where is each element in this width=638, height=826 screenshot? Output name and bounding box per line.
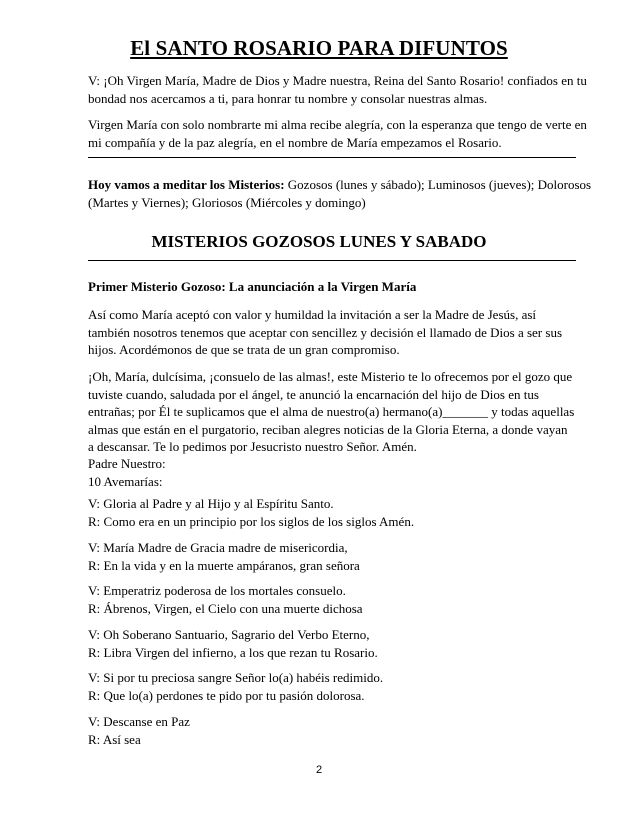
- divider-line: [88, 260, 576, 261]
- text-line: también nosotros tenemos que aceptar con sencillez y decisión el llamado de Dios a ser sus: [88, 324, 562, 340]
- schedule-line: [88, 176, 592, 194]
- mystery-heading: [88, 278, 580, 296]
- text-line: tuviste cuando, saludada por el ángel, te anunció la encarnación del hijo de Dios en tus: [88, 386, 539, 402]
- versicle: V: Si por tu preciosa sangre Señor lo(a) habéis redimido.: [88, 670, 384, 685]
- prayer-list: [88, 455, 580, 490]
- text-line: a descansar. Te lo pedimos por Jesucristo nuestro Señor. Amén.: [88, 439, 417, 454]
- text-line: hijos. Acordémonos de que se trata de un gran compromiso.: [88, 342, 400, 357]
- text-line: (Martes y Viernes); Gloriosos (Miércoles y domingo): [88, 194, 366, 210]
- response: R: Libra Virgen del infierno, a los que rezan tu Rosario.: [88, 644, 378, 660]
- versicle: V: Descanse en Paz: [88, 714, 190, 729]
- response-pair: [88, 582, 580, 617]
- mystery-reflection: [88, 306, 580, 359]
- text-line: ¡Oh, María, dulcísima, ¡consuelo de las almas!, este Misterio te lo ofrecemos por el gozo que: [88, 369, 573, 384]
- response: R: Como era en un principio por los siglos de los siglos Amén.: [88, 513, 415, 529]
- text-line: mi compañía y de la paz alegría, en el nombre de María empezamos el Rosario.: [88, 134, 502, 150]
- schedule-text: Gozosos (lunes y sábado); Luminosos (jueves); Dolorosos: [284, 177, 592, 192]
- versicle: V: María Madre de Gracia madre de misericordia,: [88, 540, 348, 555]
- response-pair: [88, 495, 580, 530]
- response: R: Ábrenos, Virgen, el Cielo con una muerte dichosa: [88, 600, 363, 616]
- text-line: almas que están en el purgatorio, reciban alegres noticias de la Gloria Eterna, a donde vayan: [88, 421, 568, 437]
- response-pair: [88, 713, 580, 748]
- text-line: Así como María aceptó con valor y humildad la invitación a ser la Madre de Jesús, así: [88, 307, 537, 322]
- response: R: Que lo(a) perdones te pido por tu pasión dolorosa.: [88, 687, 365, 703]
- opening-paragraph: [88, 116, 587, 151]
- mystery-title: Primer Misterio Gozoso: La anunciación a la Virgen María: [88, 279, 417, 294]
- response: R: Así sea: [88, 731, 141, 747]
- text-line: bondad nos acercamos a ti, para honrar tu nombre y consolar nuestras almas.: [88, 90, 488, 106]
- invocation-paragraph: [88, 72, 587, 107]
- page-number: 2: [315, 764, 323, 776]
- text-line: Virgen María con solo nombrarte mi alma recibe alegría, con la esperanza que tengo de verte en: [88, 117, 587, 132]
- response-pair: [88, 669, 580, 704]
- text-line: V: ¡Oh Virgen María, Madre de Dios y Madre nuestra, Reina del Santo Rosario! confiados en tu: [88, 73, 587, 88]
- response: R: En la vida y en la muerte ampáranos, gran señora: [88, 557, 360, 573]
- prayer-item: 10 Avemarías:: [88, 473, 163, 489]
- versicle: V: Emperatriz poderosa de los mortales consuelo.: [88, 583, 346, 598]
- text-line: entrañas; por Él te suplicamos que el alma de nuestro(a) hermano(a)_______ y todas aquellas: [88, 404, 575, 419]
- response-pair: [88, 626, 580, 661]
- schedule-lead: Hoy vamos a meditar los Misterios:: [88, 177, 285, 192]
- mysteries-schedule: [88, 176, 592, 211]
- mystery-prayer: [88, 368, 580, 456]
- response-pair: [88, 539, 580, 574]
- prayer-item: Padre Nuestro:: [88, 456, 166, 471]
- versicle: V: Gloria al Padre y al Hijo y al Espíritu Santo.: [88, 496, 334, 511]
- versicle: V: Oh Soberano Santuario, Sagrario del Verbo Eterno,: [88, 627, 370, 642]
- document-title: El SANTO ROSARIO PARA DIFUNTOS: [130, 36, 508, 60]
- section-title: MISTERIOS GOZOSOS LUNES Y SABADO: [151, 232, 487, 251]
- divider-line: [88, 157, 576, 158]
